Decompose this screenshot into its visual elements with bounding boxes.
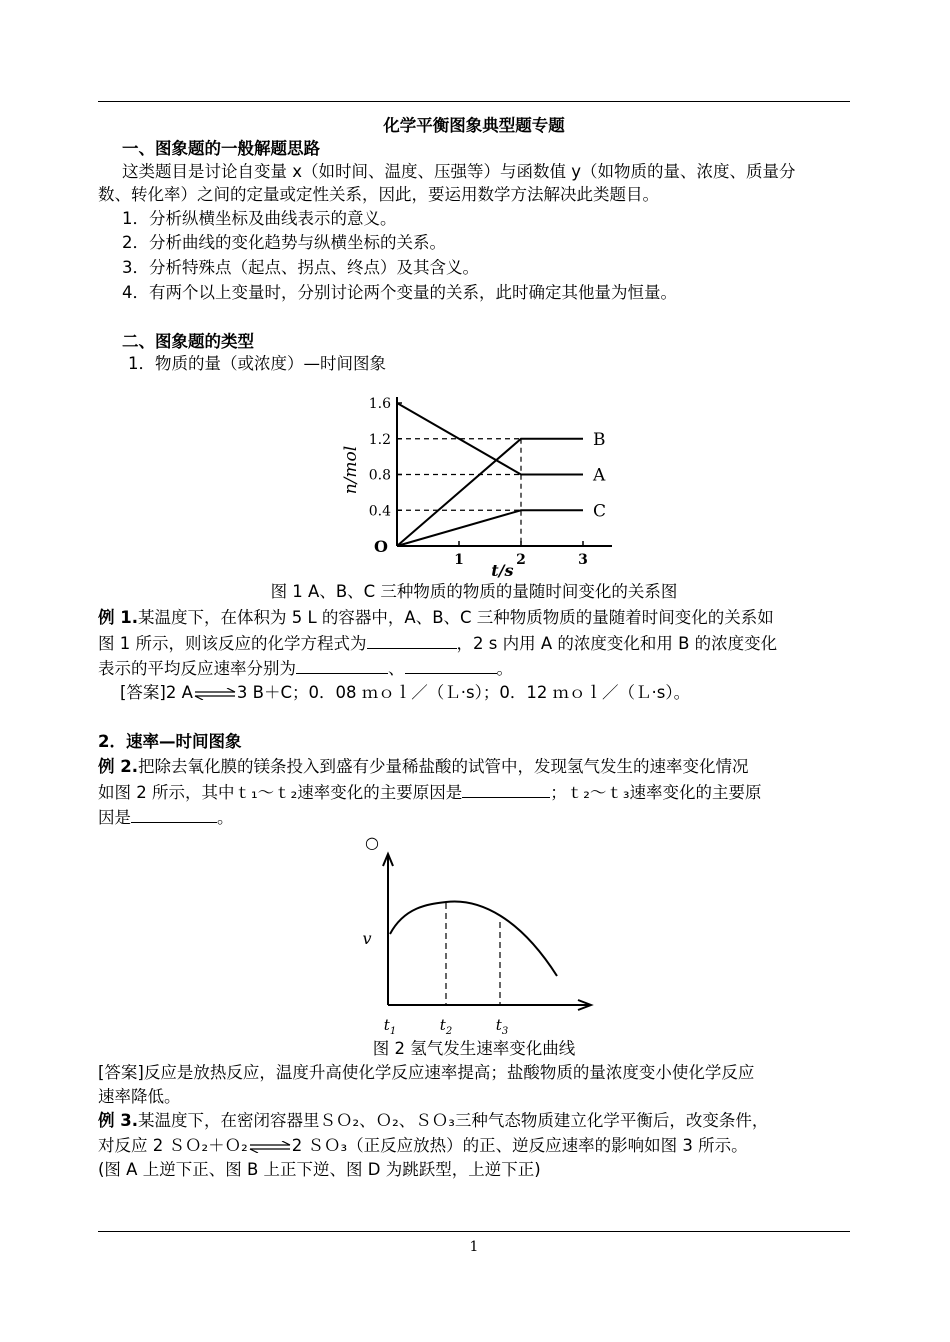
figure1-axes (397, 397, 612, 546)
figure1-origin-label: O (374, 537, 388, 556)
example2-text3a: 因是 (98, 808, 131, 827)
example3-line1 (98, 1109, 853, 1133)
example3-text2b: 2 ＳＯ₃（正反应放热）的正、逆反应速率的影响如图 3 所示。 (291, 1136, 748, 1155)
figure1-caption: 图 1 A、B、C 三种物质的物质的量随时间变化的关系图 (270, 582, 678, 601)
figure1-chart (330, 385, 630, 580)
example1-text1: 某温度下，在体积为 5 L 的容器中，A、B、C 三种物质物质的量随着时间变化的关系如 (138, 608, 774, 627)
example3-line3: (图 A 上逆下正、图 B 上正下逆、图 D 为跳跃型，上逆下正) (98, 1160, 541, 1179)
section2-sub2: 2．速率—时间图象 (98, 732, 242, 751)
example1-text3a: 表示的平均反应速率分别为 (98, 659, 296, 678)
equilibrium-arrow-icon (193, 688, 237, 700)
figure2-xtick-label: $t_2$ (439, 1016, 453, 1036)
section1-heading: 一、图象题的一般解题思路 (122, 139, 320, 158)
example1-line3 (98, 656, 853, 681)
figure1-ylabel: n/mol (341, 445, 361, 495)
example2-answer-line2: 速率降低。 (98, 1087, 181, 1106)
figure2-chart (350, 826, 600, 1036)
figure2-caption: 图 2 氢气发生速率变化曲线 (372, 1039, 576, 1058)
figure2-xtick-label: $t_3$ (495, 1016, 509, 1036)
figure1-xtick-label: 2 (516, 552, 526, 568)
example1-blank-rate-b[interactable] (405, 656, 497, 674)
example3-text2a: 对反应 2 ＳＯ₂＋Ｏ₂ (98, 1136, 248, 1155)
figure1-ytick-label: 0.4 (368, 503, 391, 520)
example3-label: 例 3. (98, 1111, 138, 1130)
section1-para-line2: 数、转化率）之间的定量或定性关系，因此，要运用数学方法解决此类题目。 (98, 185, 659, 204)
section1-item-1: 1．分析纵横坐标及曲线表示的意义。 (122, 209, 397, 228)
top-rule (98, 101, 850, 102)
figure1-xlabel: t/s (491, 561, 514, 580)
figure1-series-c (397, 510, 583, 546)
section2-heading: 二、图象题的类型 (122, 332, 254, 351)
example1-answer-b: 3 B＋C；0．08 ｍｏｌ／（Ｌ·s）；0．12 ｍｏｌ／（Ｌ·s）。 (236, 683, 691, 702)
example1-line1 (98, 606, 853, 630)
example1-text3c: 。 (496, 659, 513, 678)
example3-line2 (98, 1134, 853, 1158)
example2-blank-reason-2[interactable] (131, 805, 217, 823)
example2-text2a: 如图 2 所示，其中ｔ₁～ｔ₂速率变化的主要原因是 (98, 783, 463, 802)
example2-text3b: 。 (217, 808, 234, 827)
figure1-xtick-label: 1 (454, 552, 464, 568)
example1-line2 (98, 631, 853, 656)
figure1-labels (341, 396, 606, 580)
example1-text2b: ，2 s 内用 A 的浓度变化和用 B 的浓度变化 (456, 634, 778, 653)
page-number: 1 (469, 1239, 479, 1255)
example2-label: 例 2. (98, 757, 138, 776)
section1-item-4: 4．有两个以上变量时，分别讨论两个变量的关系，此时确定其他量为恒量。 (122, 283, 677, 302)
figure1-ytick-label: 0.8 (368, 467, 391, 484)
figure2-xtick-label: $t_1$ (383, 1016, 397, 1036)
figure1-xtick-label: 3 (578, 552, 588, 568)
example2-text1: 把除去氧化膜的镁条投入到盛有少量稀盐酸的试管中，发现氢气发生的速率变化情况 (138, 757, 749, 776)
figure2-rate-curve (390, 902, 557, 976)
example2-line2 (98, 780, 853, 805)
example1-answer-a: 2 A (165, 683, 193, 702)
example1-text2a: 图 1 所示，则该反应的化学方程式为 (98, 634, 367, 653)
example2-line1 (98, 755, 853, 779)
figure1-ytick-label: 1.2 (368, 431, 391, 448)
figure2-top-mark: ○ (365, 833, 379, 852)
figure1-series-label-c: C (593, 501, 607, 522)
example3-text1: 某温度下，在密闭容器里ＳＯ₂、Ｏ₂、ＳＯ₃三种气态物质建立化学平衡后，改变条件， (138, 1111, 769, 1130)
example2-answer-line1: [答案]反应是放热反应，温度升高使化学反应速率提高；盐酸物质的量浓度变小使化学反应 (98, 1063, 755, 1082)
figure1-series-b (397, 439, 583, 546)
example1-answer-label: [答案] (120, 683, 166, 702)
section1-item-3: 3．分析特殊点（起点、拐点、终点）及其含义。 (122, 258, 479, 277)
page-title: 化学平衡图象典型题专题 (383, 116, 565, 135)
example2-text2b: ；ｔ₂～ｔ₃速率变化的主要原 (550, 783, 762, 802)
bottom-rule (98, 1231, 850, 1232)
figure2-ylabel: v (362, 929, 372, 948)
example1-blank-equation[interactable] (367, 631, 457, 649)
example1-text3b: 、 (388, 659, 405, 678)
figure2-axes (362, 833, 591, 1036)
example1-answer (120, 681, 875, 705)
example1-blank-rate-a[interactable] (296, 656, 388, 674)
section2-sub1: 1．物质的量（或浓度）—时间图象 (128, 354, 386, 373)
figure1-series-label-b: B (593, 429, 606, 450)
equilibrium-arrow-icon (248, 1141, 292, 1153)
figure1-ytick-label: 1.6 (368, 396, 391, 412)
section1-item-2: 2．分析曲线的变化趋势与纵横坐标的关系。 (122, 233, 446, 252)
figure1-series-label-a: A (593, 465, 606, 486)
section1-para-line1: 这类题目是讨论自变量 x（如时间、温度、压强等）与函数值 y（如物质的量、浓度、质量分 (122, 162, 796, 181)
example2-blank-reason-1[interactable] (462, 780, 550, 798)
example1-label: 例 1. (98, 608, 138, 627)
